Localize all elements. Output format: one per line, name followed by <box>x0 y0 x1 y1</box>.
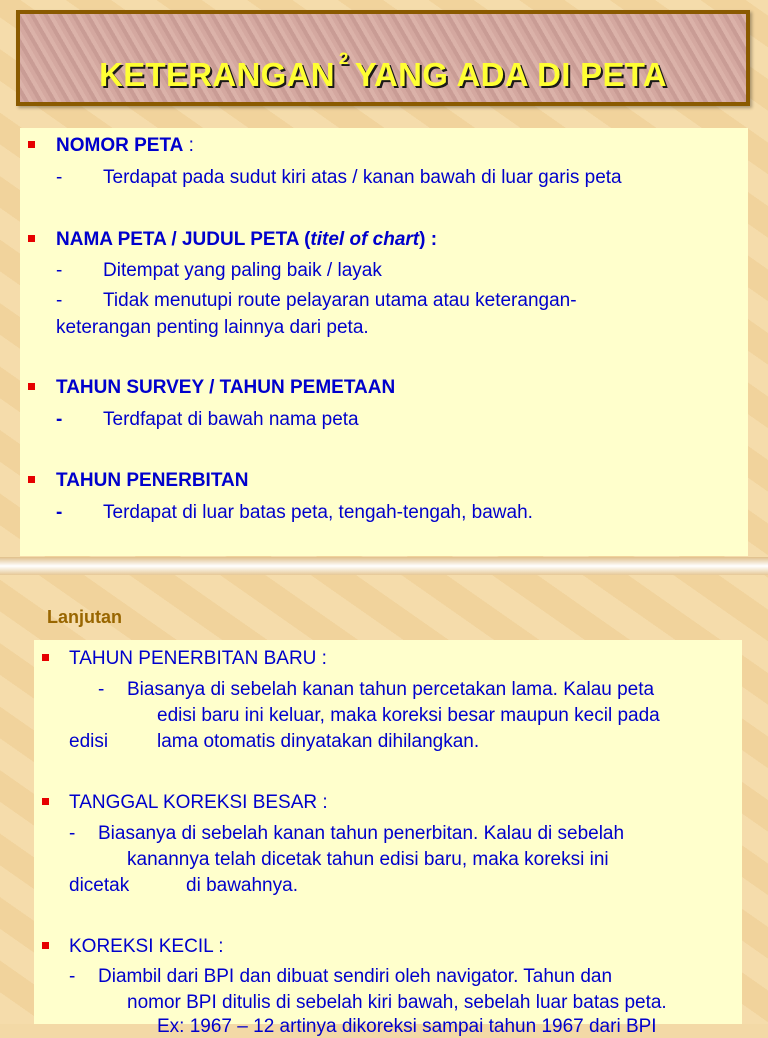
list-item: Terdfapat di bawah nama peta <box>103 409 359 430</box>
bullet-icon <box>42 798 49 805</box>
dash-marker: - <box>98 679 105 700</box>
title-banner <box>16 10 750 106</box>
subtitle-lanjutan: Lanjutan <box>47 607 122 627</box>
bullet-icon <box>28 383 35 390</box>
bullet-icon <box>28 476 35 483</box>
bullet-icon <box>42 942 49 949</box>
list-item: Terdapat di luar batas peta, tengah-tengah, bawah. <box>103 502 533 523</box>
section-heading-koreksi-kecil: KOREKSI KECIL : <box>69 936 224 957</box>
list-item: edisi baru ini keluar, maka koreksi besar maupun kecil pada <box>157 705 660 726</box>
list-item: Tidak menutupi route pelayaran utama atau keterangan- <box>103 290 577 311</box>
dash-marker: - <box>56 502 63 523</box>
title-text: KETERANGAN <box>99 56 335 93</box>
section-heading-tahun-penerbitan: TAHUN PENERBITAN <box>56 470 249 491</box>
list-item: Biasanya di sebelah kanan tahun penerbitan. Kalau di sebelah <box>98 823 625 844</box>
list-item: Ditempat yang paling baik / layak <box>103 260 382 281</box>
dash-marker: - <box>69 966 76 987</box>
section-heading-nama-peta: NAMA PETA / JUDUL PETA (titel of chart) : <box>56 229 438 250</box>
list-item: di bawahnya. <box>186 875 298 896</box>
list-item: Terdapat pada sudut kiri atas / kanan bawah di luar garis peta <box>103 167 622 188</box>
section-heading-tahun-survey: TAHUN SURVEY / TAHUN PEMETAAN <box>56 377 396 398</box>
section-heading-nomor-peta: NOMOR PETA : <box>56 135 194 156</box>
bullet-icon <box>28 141 35 148</box>
dash-marker: - <box>56 167 63 188</box>
list-item: kanannya telah dicetak tahun edisi baru, maka koreksi ini <box>127 849 609 870</box>
dash-marker: - <box>56 290 63 311</box>
list-item: dicetak <box>69 875 130 896</box>
dash-marker: - <box>56 409 63 430</box>
section-heading-tahun-penerbitan-baru: TAHUN PENERBITAN BARU : <box>69 648 327 669</box>
list-item: Biasanya di sebelah kanan tahun percetakan lama. Kalau peta <box>127 679 655 700</box>
list-item: edisi <box>69 731 109 752</box>
list-item: Ex: 1967 – 12 artinya dikoreksi sampai tahun 1967 dari BPI <box>157 1016 657 1037</box>
bullet-icon <box>28 235 35 242</box>
dash-marker: - <box>56 260 63 281</box>
list-item: keterangan penting lainnya dari peta. <box>56 317 369 338</box>
list-item: lama otomatis dinyatakan dihilangkan. <box>157 731 480 752</box>
page-title <box>20 49 746 94</box>
title-superscript: 2 <box>338 49 349 68</box>
title-text-rest: YANG ADA DI PETA <box>354 56 667 93</box>
list-item: nomor BPI ditulis di sebelah kiri bawah, sebelah luar batas peta. <box>127 992 667 1013</box>
section-heading-tanggal-koreksi-besar: TANGGAL KOREKSI BESAR : <box>69 792 328 813</box>
slide-divider <box>0 557 768 575</box>
list-item: Diambil dari BPI dan dibuat sendiri oleh navigator. Tahun dan <box>98 966 613 987</box>
dash-marker: - <box>69 823 76 844</box>
bullet-icon <box>42 654 49 661</box>
